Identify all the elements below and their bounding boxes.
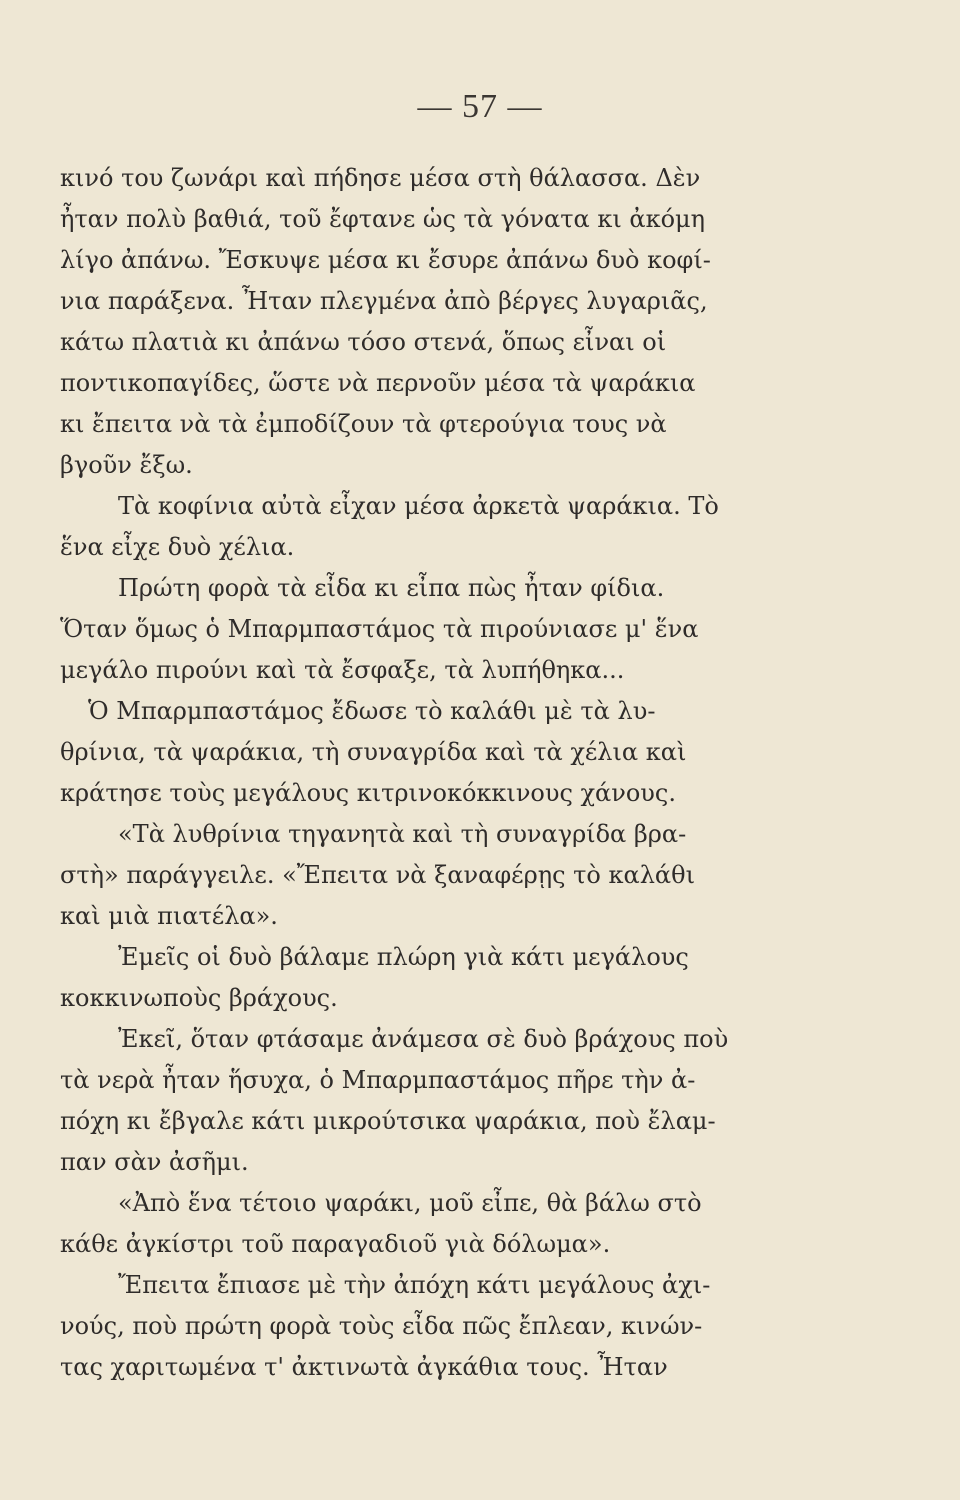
text-line: κράτησε τοὺς μεγάλους κιτρινοκόκκινους χάνους. bbox=[60, 779, 676, 807]
text-line: Ἔπειτα ἔπιασε μὲ τὴν ἀπόχη κάτι μεγάλους ἀχι- bbox=[118, 1271, 711, 1299]
text-line: θρίνια, τὰ ψαράκια, τὴ συναγρίδα καὶ τὰ χέλια καὶ bbox=[60, 738, 687, 766]
text-line: κι ἔπειτα νὰ τὰ ἐμποδίζουν τὰ φτερούγια τους νὰ bbox=[60, 410, 667, 438]
text-line: κάθε ἀγκίστρι τοῦ παραγαδιοῦ γιὰ δόλωμα». bbox=[60, 1230, 611, 1258]
text-line: ποντικοπαγίδες, ὥστε νὰ περνοῦν μέσα τὰ ψαράκια bbox=[60, 369, 696, 397]
text-line: πόχη κι ἔβγαλε κάτι μικρούτσικα ψαράκια, ποὺ ἔλαμ- bbox=[60, 1107, 716, 1135]
text-line: κάτω πλατιὰ κι ἀπάνω τόσο στενά, ὅπως εἶναι οἱ bbox=[60, 328, 667, 356]
text-line: λίγο ἀπάνω. Ἔσκυψε μέσα κι ἔσυρε ἀπάνω δυὸ κοφί- bbox=[60, 246, 711, 274]
text-line: «Τὰ λυθρίνια τηγανητὰ καὶ τὴ συναγρίδα βρα- bbox=[118, 820, 687, 848]
text-line: Ὅταν ὅμως ὁ Μπαρμπαστάμος τὰ πιρούνιασε μ' ἕνα bbox=[60, 615, 699, 643]
text-line: τὰ νερὰ ἦταν ἥσυχα, ὁ Μπαρμπαστάμος πῆρε τὴν ἀ- bbox=[60, 1066, 696, 1094]
text-line: Τὰ κοφίνια αὐτὰ εἶχαν μέσα ἀρκετὰ ψαράκια. Τὸ bbox=[118, 492, 719, 520]
text-line: κινό του ζωνάρι καὶ πήδησε μέσα στὴ θάλασσα. Δὲν bbox=[60, 164, 701, 192]
page-number: — 57 — bbox=[417, 88, 543, 125]
text-line: μεγάλο πιρούνι καὶ τὰ ἔσφαξε, τὰ λυπήθηκα... bbox=[60, 656, 625, 684]
text-line: Πρώτη φορὰ τὰ εἶδα κι εἶπα πὼς ἦταν φίδια. bbox=[118, 574, 665, 602]
text-line: βγοῦν ἔξω. bbox=[60, 451, 193, 479]
text-line: κοκκινωποὺς βράχους. bbox=[60, 984, 338, 1012]
text-line: Ἐκεῖ, ὅταν φτάσαμε ἀνάμεσα σὲ δυὸ βράχους ποὺ bbox=[118, 1025, 729, 1053]
text-line: ἦταν πολὺ βαθιά, τοῦ ἔφτανε ὡς τὰ γόνατα κι ἀκόμη bbox=[60, 205, 706, 233]
text-line: καὶ μιὰ πιατέλα». bbox=[60, 902, 278, 930]
text-line: Ὁ Μπαρμπαστάμος ἔδωσε τὸ καλάθι μὲ τὰ λυ- bbox=[88, 697, 656, 725]
text-line: νούς, ποὺ πρώτη φορὰ τοὺς εἶδα πῶς ἔπλεαν, κινών- bbox=[60, 1312, 703, 1340]
text-line: ἕνα εἶχε δυὸ χέλια. bbox=[60, 533, 295, 561]
text-line: Ἐμεῖς οἱ δυὸ βάλαμε πλώρη γιὰ κάτι μεγάλους bbox=[118, 943, 689, 971]
text-line: παν σὰν ἀσῆμι. bbox=[60, 1148, 249, 1176]
text-line: στὴ» παράγγειλε. «Ἔπειτα νὰ ξαναφέρῃς τὸ καλάθι bbox=[60, 861, 695, 889]
text-line: νια παράξενα. Ἦταν πλεγμένα ἀπὸ βέργες λυγαριᾶς, bbox=[60, 287, 708, 315]
text-line: «Ἀπὸ ἕνα τέτοιο ψαράκι, μοῦ εἶπε, θὰ βάλω στὸ bbox=[118, 1189, 702, 1217]
text-line: τας χαριτωμένα τ' ἀκτινωτὰ ἀγκάθια τους. Ἦταν bbox=[60, 1353, 668, 1381]
